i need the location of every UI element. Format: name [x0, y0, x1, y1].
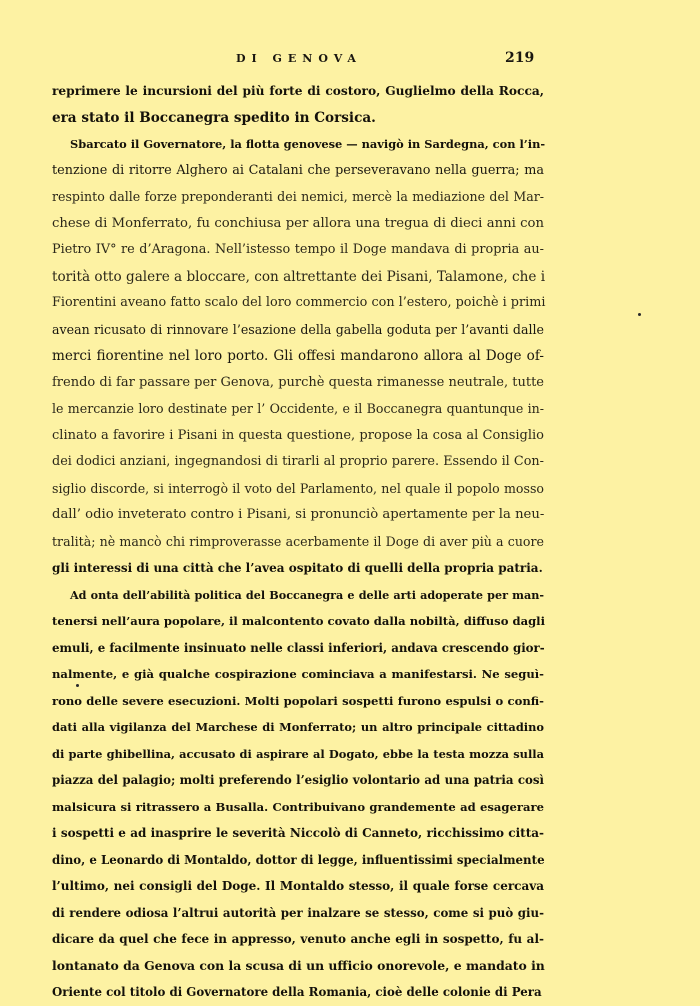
text-line: tralità; nè mancò chi rimproverasse acerbamente il Doge di aver più a cuore	[52, 533, 544, 549]
text-line: Ad onta dell’abilità politica del Boccanegra e delle arti adoperate per man-	[70, 587, 544, 602]
text-line: era stato il Boccanegra spedito in Corsica.	[52, 109, 376, 126]
text-line: di parte ghibellina, accusato di aspirare al Dogato, ebbe la testa mozza sulla	[52, 746, 544, 761]
text-line: i sospetti e ad inasprire le severità Niccolò di Canneto, ricchissimo citta-	[52, 826, 544, 840]
text-line: Pietro IV° re d’Aragona. Nell’istesso tempo il Doge mandava di propria au-	[52, 242, 544, 257]
text-line: torità otto galere a bloccare, con altrettante dei Pisani, Talamone, che i	[52, 268, 546, 285]
text-line: lontanato da Genova con la scusa di un ufficio onorevole, e mandato in	[52, 957, 545, 973]
text-line: dati alla vigilanza del Marchese di Monferrato; un altro principale cittadino	[52, 720, 544, 734]
text-line: le mercanzie loro destinate per l’ Occidente, e il Boccanegra quantunque in-	[52, 401, 544, 416]
speck-mark	[76, 684, 79, 687]
text-line: piazza del palagio; molti preferendo l’esiglio volontario ad una patria così	[52, 773, 544, 787]
text-line: Fiorentini aveano fatto scalo del loro commercio con l’estero, poichè i primi	[52, 295, 546, 310]
text-line: avean ricusato di rinnovare l’esazione della gabella goduta per l’avanti dalle	[52, 321, 544, 337]
text-line: tenersi nell’aura popolare, il malcontento covato dalla nobiltà, diffuso dagli	[52, 614, 545, 628]
text-line: dicare da quel che fece in appresso, venuto anche egli in sospetto, fu al-	[52, 932, 544, 946]
text-line: Sbarcato il Governatore, la flotta genovese — navigò in Sardegna, con l’in-	[70, 137, 546, 151]
text-line: tenzione di ritorre Alghero ai Catalani che perseveravano nella guerra; ma	[52, 162, 544, 178]
text-line: dino, e Leonardo di Montaldo, dottor di legge, influentissimi specialmente	[52, 852, 545, 867]
speck-mark	[638, 313, 641, 316]
text-line: di rendere odiosa l’altrui autorità per inalzare se stesso, come si può giu-	[52, 905, 544, 920]
text-line: gli interessi di una città che l’avea ospitato di quelli della propria patria.	[52, 561, 543, 575]
text-line: Oriente col titolo di Governatore della Romania, cioè delle colonie di Pera	[52, 985, 542, 999]
text-line: respinto dalle forze preponderanti dei nemici, mercè la mediazione del Mar-	[52, 189, 544, 204]
text-line: emuli, e facilmente insinuato nelle classi inferiori, andava crescendo gior-	[52, 640, 545, 655]
text-line: frendo di far passare per Genova, purchè questa rimanesse neutrale, tutte	[52, 374, 544, 390]
text-line: merci fiorentine nel loro porto. Gli offesi mandarono allora al Doge of-	[52, 348, 544, 364]
text-line: rono delle severe esecuzioni. Molti popolari sospetti furono espulsi o confi-	[52, 693, 544, 708]
text-line: siglio discorde, si interrogò il voto del Parlamento, nel quale il popolo mosso	[52, 480, 544, 496]
text-line: dall’ odio inveterato contro i Pisani, si pronunciò apertamente per la neu-	[52, 507, 545, 522]
text-line: chese di Monferrato, fu conchiusa per allora una tregua di dieci anni con	[52, 215, 544, 231]
page-header	[0, 50, 700, 70]
text-line: dei dodici anziani, ingegnandosi di tirarli al proprio parere. Essendo il Con-	[52, 454, 544, 469]
text-line: malsicura si ritrassero a Busalla. Contribuivano grandemente ad esagerare	[52, 799, 544, 814]
text-line: l’ultimo, nei consigli del Doge. Il Montaldo stesso, il quale forse cercava	[52, 879, 544, 893]
running-head: DI GENOVA	[236, 52, 362, 65]
text-line: nalmente, e già qualche cospirazione cominciava a manifestarsi. Ne seguì-	[52, 667, 544, 681]
body-text	[52, 78, 544, 1006]
text-line: reprimere le incursioni del più forte di costoro, Guglielmo della Rocca,	[52, 84, 544, 98]
page-number: 219	[505, 50, 535, 66]
text-line: clinato a favorire i Pisani in questa questione, propose la cosa al Consiglio	[52, 427, 544, 443]
